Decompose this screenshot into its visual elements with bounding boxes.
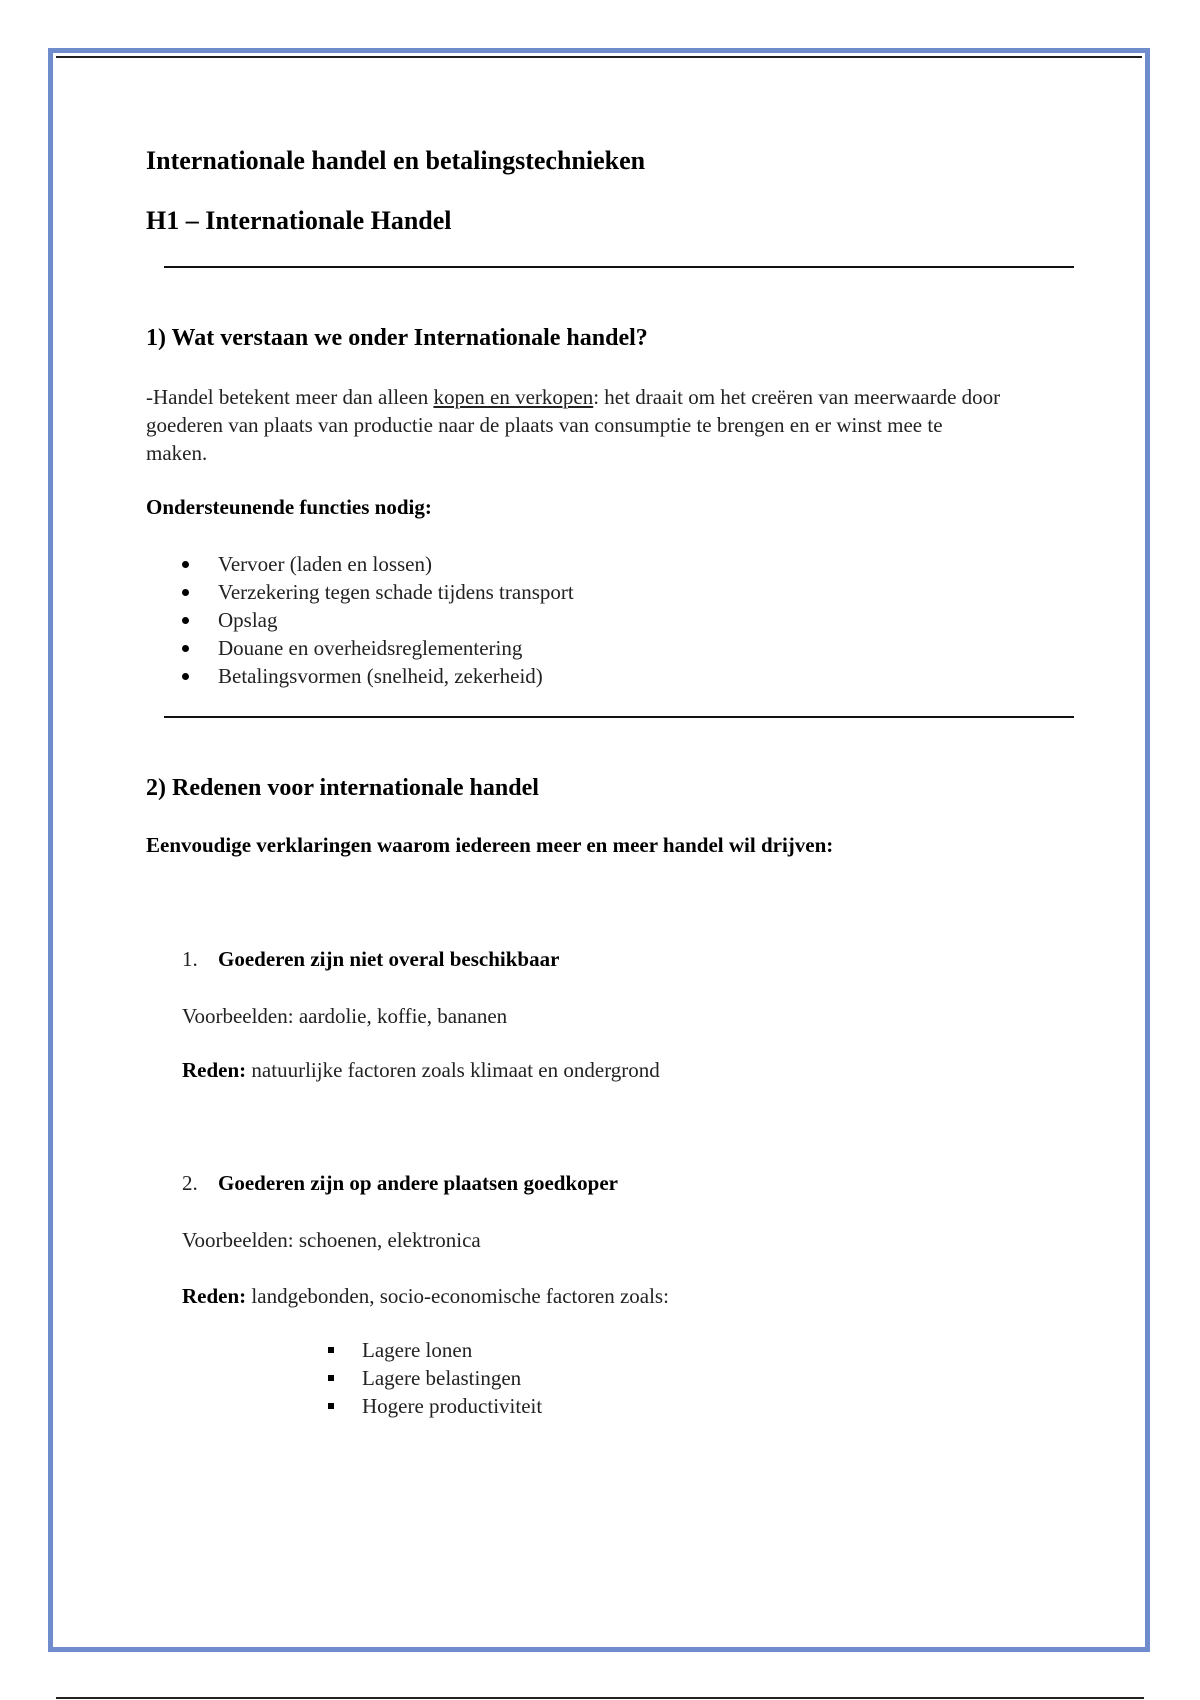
bullet-icon [182,645,189,652]
paragraph-text-end: : het draait om het creëren van meerwaarde door goederen van plaats van productie naar de plaats van consumptie te brengen en er winst mee te maken. [146,385,1001,465]
list-item: Betalingsvormen (snelheid, zekerheid) [182,662,574,690]
bullet-icon [182,617,189,624]
section-divider [164,266,1074,268]
square-bullet-icon [328,1403,334,1409]
paragraph-text-start: -Handel betekent meer dan alleen [146,385,434,409]
list-item: Vervoer (laden en lossen) [182,550,574,578]
list-item: Opslag [182,606,574,634]
document-title: Internationale handel en betalingstechnieken [146,146,646,175]
section2-subheading: Eenvoudige verklaringen waarom iedereen meer en meer handel wil drijven: [146,833,834,857]
reason-2-examples: Voorbeelden: schoenen, elektronica [182,1228,481,1252]
functions-list [182,550,574,690]
list-item: Lagere lonen [328,1336,542,1364]
section1-heading: 1) Wat verstaan we onder Internationale handel? [146,325,648,351]
paragraph-underlined-text: kopen en verkopen [433,385,594,409]
reason-2-heading: 2. Goederen zijn op andere plaatsen goedkoper [182,1171,618,1195]
reason-2-explanation: Reden: landgebonden, socio-economische factoren zoals: [182,1284,669,1308]
reason-1-heading: 1. Goederen zijn niet overal beschikbaar [182,947,560,971]
reason-1-examples: Voorbeelden: aardolie, koffie, bananen [182,1004,508,1028]
section1-subheading: Ondersteunende functies nodig: [146,495,432,519]
chapter-title: H1 – Internationale Handel [146,206,452,235]
bullet-icon [182,561,189,568]
bullet-icon [182,673,189,680]
square-bullet-icon [328,1375,334,1381]
list-item: Lagere belastingen [328,1364,542,1392]
bullet-icon [182,589,189,596]
section1-paragraph [146,383,1006,467]
list-item: Hogere productiviteit [328,1392,542,1420]
section-divider [164,716,1074,718]
reason-1-explanation: Reden: natuurlijke factoren zoals klimaat en ondergrond [182,1058,660,1082]
footer-rule [56,1697,1144,1699]
list-item: Verzekering tegen schade tijdens transport [182,578,574,606]
list-item: Douane en overheidsreglementering [182,634,574,662]
factors-list [328,1336,542,1420]
square-bullet-icon [328,1347,334,1353]
section2-heading: 2) Redenen voor internationale handel [146,775,539,801]
